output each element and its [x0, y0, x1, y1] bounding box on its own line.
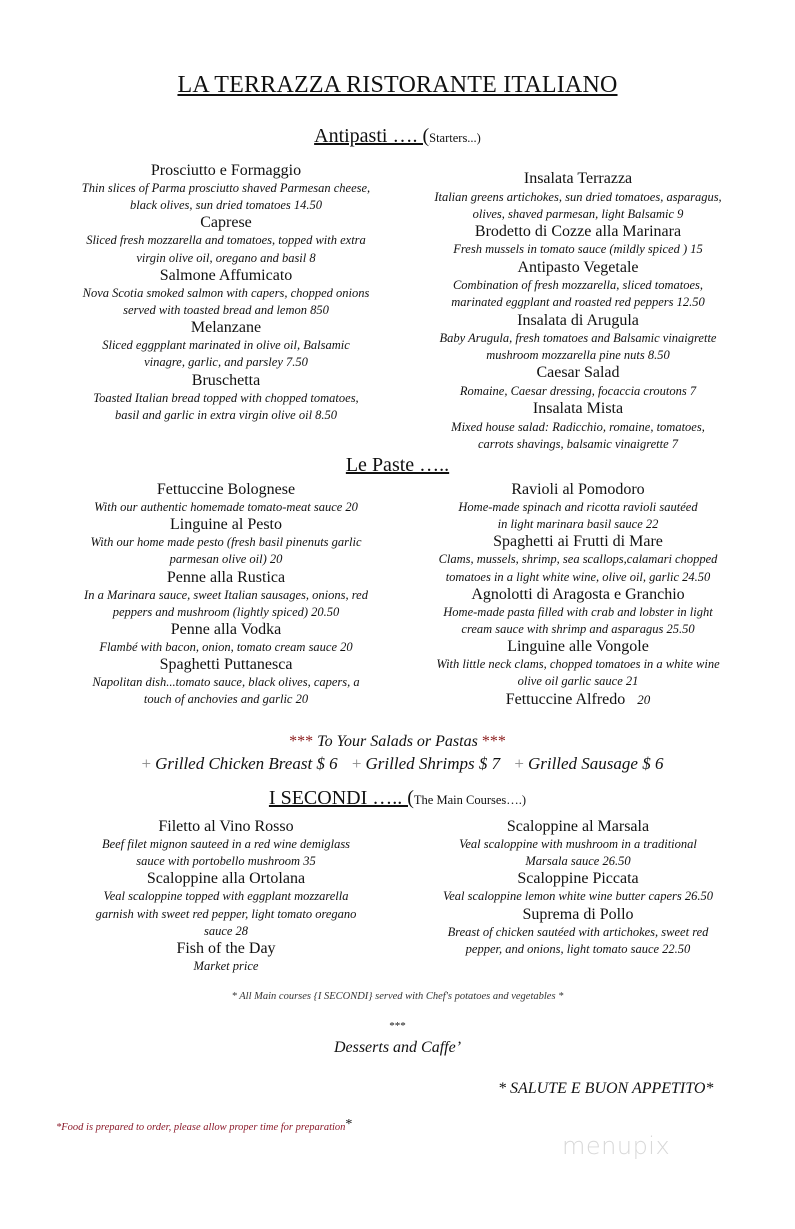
menu-item-description: Marsala sauce 26.50	[525, 854, 631, 869]
menu-item-description: tomatoes in a light white wine, olive oil, garlic 24.50	[445, 569, 711, 584]
addons-title: To Your Salads or Pastas	[317, 733, 478, 750]
addons-list	[0, 754, 795, 774]
menu-item-name-text: Fish of the Day	[176, 940, 276, 958]
menu-item-name	[408, 481, 748, 499]
menu-item-description: served with toasted bread and lemon 850	[123, 303, 329, 318]
secondi-subtitle: The Main Courses….)	[413, 793, 527, 807]
menupix-watermark: menupix	[562, 1132, 671, 1160]
menu-item-name	[408, 533, 748, 551]
antipasti-subtitle: Starters...)	[429, 131, 481, 145]
menu-item-description: In a Marinara sauce, sweet Italian sausages, onions, red	[84, 587, 368, 602]
secondi-heading	[0, 787, 795, 810]
menu-item	[408, 691, 748, 709]
menu-item-name	[40, 214, 412, 232]
menu-item-name	[408, 818, 748, 836]
menu-item-description: With our home made pesto (fresh basil pinenuts garlic	[90, 535, 362, 550]
menu-item-description: Clams, mussels, shrimp, sea scallops,calamari chopped	[438, 552, 718, 567]
menu-item-description: Romaine, Caesar dressing, focaccia croutons 7	[459, 383, 697, 398]
menu-item-description: carrots shavings, balsamic vinaigrette 7	[477, 436, 679, 451]
menu-item-description: marinated eggplant and roasted red peppers 12.50	[451, 295, 705, 310]
menu-item-name-text: Bruschetta	[191, 371, 261, 389]
menu-item-name	[408, 691, 748, 709]
menu-item-description: Fresh mussels in tomato sauce (mildly spiced ) 15	[453, 242, 703, 257]
desserts-heading: Desserts and Caffe’	[333, 1039, 462, 1056]
menu-item-name	[408, 312, 748, 331]
menu-item	[40, 162, 412, 214]
menu-item-name-text: Antipasto Vegetale	[517, 258, 639, 276]
menu-item-description: mushroom mozzarella pine nuts 8.50	[486, 348, 670, 363]
menu-item-description: Sliced fresh mozzarella and tomatoes, topped with extra	[86, 233, 366, 248]
menu-item	[408, 481, 748, 533]
secondi-title: I SECONDI ….. (	[268, 787, 414, 809]
menu-item	[408, 400, 748, 453]
addon-item: Grilled Shrimps $ 7	[365, 754, 501, 773]
menu-item	[408, 870, 748, 905]
menu-item-description: Nova Scotia smoked salmon with capers, chopped onions	[82, 285, 370, 300]
secondi-note: * All Main courses {I SECONDI} served with Chef's potatoes and vegetables *	[231, 991, 564, 1002]
menu-item	[408, 223, 748, 259]
menu-item-name	[40, 481, 412, 499]
menu-item-description: Market price	[193, 959, 259, 974]
menu-item	[40, 656, 412, 708]
menu-item-name	[40, 516, 412, 534]
menu-item-name-text: Insalata di Arugula	[517, 311, 639, 329]
menu-item-description: Flambé with bacon, onion, tomato cream sauce 20	[99, 640, 353, 655]
menu-item	[40, 481, 412, 516]
antipasti-heading	[0, 125, 795, 148]
menu-item-name-text: Suprema di Pollo	[522, 905, 634, 923]
menu-item-description: black olives, sun dried tomatoes 14.50	[130, 198, 322, 213]
plus-icon: +	[351, 754, 362, 773]
menu-item	[408, 586, 748, 638]
menu-item-name-text: Linguine al Pesto	[170, 516, 282, 534]
menu-item-description: pepper, and onions, light tomato sauce 22.50	[465, 941, 691, 956]
menu-item-description: touch of anchovies and garlic 20	[143, 692, 309, 707]
menu-item-description: With our authentic homemade tomato-meat sauce 20	[94, 500, 358, 514]
menu-item-name-text: Penne alla Vodka	[170, 621, 282, 639]
desserts-stars: ***	[389, 1020, 406, 1032]
menu-item-name-text: Caprese	[200, 214, 252, 232]
menu-item-description: Beef filet mignon sauteed in a red wine demiglass	[101, 837, 351, 851]
menu-item-description: virgin olive oil, oregano and basil 8	[136, 250, 316, 265]
menu-item-name	[40, 372, 412, 390]
paste-heading	[0, 454, 795, 477]
menu-item-name	[408, 870, 748, 888]
menu-item-name	[40, 870, 412, 888]
menu-item-description: in light marinara basil sauce 22	[497, 517, 659, 532]
menu-item-description: peppers and mushroom (lightly spiced) 20.50	[112, 604, 340, 619]
menu-item	[40, 319, 412, 371]
menu-item-description: Breast of chicken sautéed with artichokes, sweet red	[447, 924, 709, 939]
menu-item-description: Veal scaloppine topped with eggplant mozzarella	[103, 889, 349, 904]
menu-item-name-text: Insalata Mista	[532, 400, 624, 418]
secondi-left-column	[40, 818, 412, 975]
menu-item-name	[40, 656, 412, 674]
paste-left-column	[40, 481, 412, 709]
menu-item-description: Thin slices of Parma prosciutto shaved Parmesan cheese,	[81, 181, 371, 195]
menu-item-name	[408, 400, 748, 419]
menu-item-name	[408, 586, 748, 604]
menu-item-name	[408, 364, 748, 383]
plus-icon: +	[514, 754, 524, 773]
menu-item-name-text: Ravioli al Pomodoro	[511, 481, 645, 498]
food-note	[56, 1117, 352, 1133]
menu-item-description: basil and garlic in extra virgin olive oil 8.50	[114, 407, 338, 422]
menu-item-name	[40, 319, 412, 337]
menu-item	[408, 170, 748, 223]
menu-item-description: sauce with portobello mushroom 35	[136, 854, 316, 869]
menu-item-description: Veal scaloppine lemon white wine butter capers 26.50	[442, 889, 714, 904]
restaurant-title: LA TERRAZZA RISTORANTE ITALIANO	[177, 72, 618, 98]
menu-item-name	[40, 621, 412, 639]
menu-item-description: Combination of fresh mozzarella, sliced tomatoes,	[452, 278, 704, 293]
menu-item-name-text: Spaghetti Puttanesca	[159, 656, 293, 674]
menu-item-name	[408, 259, 748, 278]
paste-title: Le Paste …..	[345, 454, 450, 476]
menu-item-name-text: Filetto al Vino Rosso	[158, 818, 294, 835]
menu-item-name-text: Salmone Affumicato	[159, 266, 293, 284]
antipasti-title: Antipasti …. (	[314, 125, 430, 147]
menu-item-name-text: Scaloppine al Marsala	[506, 818, 650, 835]
menu-item-description: Mixed house salad: Radicchio, romaine, tomatoes,	[451, 419, 705, 434]
menu-item-description: Baby Arugula, fresh tomatoes and Balsamic vinaigrette	[439, 331, 717, 346]
menu-item-description: sauce 28	[203, 923, 249, 938]
menu-item	[408, 364, 748, 400]
secondi-right-column	[408, 818, 748, 958]
menu-item-name	[40, 267, 412, 285]
menu-item	[40, 621, 412, 656]
menu-item-description: Napolitan dish...tomato sauce, black olives, capers, a	[92, 675, 360, 690]
menu-item-name	[408, 638, 748, 656]
menu-item	[408, 638, 748, 690]
menu-item	[408, 906, 748, 958]
menu-item-name-text: Prosciutto e Formaggio	[150, 162, 302, 179]
menu-item-price: 20	[637, 691, 651, 707]
menu-item-name-text: Spaghetti ai Frutti di Mare	[493, 533, 663, 551]
menu-item-name-text: Fettuccine Bolognese	[156, 481, 296, 498]
addons-heading	[0, 733, 795, 751]
menu-item-description: Toasted Italian bread topped with chopped tomatoes,	[93, 390, 359, 405]
menu-item-name	[408, 906, 748, 924]
menu-item-name-text: Brodetto di Cozze alla Marinara	[474, 222, 682, 240]
menu-item	[408, 818, 748, 870]
antipasti-right-column	[408, 170, 748, 453]
menu-item	[408, 312, 748, 365]
menu-item	[40, 818, 412, 870]
menu-item-name-text: Insalata Terrazza	[523, 170, 633, 187]
menu-item-name-text: Scaloppine alla Ortolana	[146, 870, 306, 888]
menu-item-description: vinagre, garlic, and parsley 7.50	[144, 355, 308, 370]
food-note-asterisk: *	[345, 1117, 353, 1132]
menu-item-description: garnish with sweet red pepper, light tomato oregano	[95, 906, 357, 921]
menu-item-name-text: Fettuccine Alfredo	[505, 690, 626, 708]
menu-item-description: parmesan olive oil) 20	[169, 552, 283, 567]
menu-item	[408, 259, 748, 312]
menu-item-description: Home-made pasta filled with crab and lobster in light	[443, 604, 713, 619]
menu-item-description: Home-made spinach and ricotta ravioli sautéed	[458, 500, 698, 514]
menu-item-description: olives, shaved parmesan, light Balsamic 9	[472, 206, 684, 221]
menu-item-name-text: Scaloppine Piccata	[517, 870, 639, 888]
menu-item-name	[40, 162, 412, 180]
menu-item-name	[40, 569, 412, 587]
addon-item: Grilled Chicken Breast $ 6	[155, 754, 338, 773]
menu-item-name-text: Agnolotti di Aragosta e Granchio	[471, 585, 685, 603]
menu-item	[40, 214, 412, 266]
menu-item-name	[408, 223, 748, 242]
menu-item-name-text: Caesar Salad	[536, 364, 620, 382]
menu-item-name-text: Linguine alle Vongole	[507, 638, 649, 656]
menu-item	[40, 372, 412, 424]
food-note-text: *Food is prepared to order, please allow proper time for preparation	[56, 1122, 346, 1133]
menu-item	[40, 569, 412, 621]
menu-item-description: Italian greens artichokes, sun dried tomatoes, asparagus,	[434, 189, 722, 204]
menu-item-name	[40, 818, 412, 836]
menu-item-description: cream sauce with shrimp and asparagus 25.50	[461, 622, 695, 637]
salute-text: * SALUTE E BUON APPETITO*	[498, 1080, 714, 1097]
menu-item	[40, 267, 412, 319]
menu-item	[408, 533, 748, 585]
menu-item-description: With little neck clams, chopped tomatoes in a white wine	[436, 657, 720, 672]
addons-stars-right: ***	[481, 733, 506, 750]
menu-item-description: Veal scaloppine with mushroom in a traditional	[459, 837, 697, 851]
antipasti-left-column	[40, 162, 412, 424]
menu-item-name	[40, 940, 412, 958]
menu-item-name-text: Melanzane	[190, 319, 262, 337]
menu-item-description: Sliced eggpplant marinated in olive oil, Balsamic	[102, 338, 350, 353]
menu-item-name	[408, 170, 748, 189]
paste-right-column	[408, 481, 748, 709]
menu-item-name-text: Penne alla Rustica	[166, 568, 286, 586]
menu-item-description: olive oil garlic sauce 21	[517, 674, 639, 689]
menu-item	[40, 870, 412, 940]
plus-icon: +	[141, 754, 152, 773]
addon-item: Grilled Sausage $ 6	[527, 754, 664, 773]
menu-item	[40, 940, 412, 975]
menu-item	[40, 516, 412, 568]
addons-stars-left: ***	[289, 733, 314, 750]
